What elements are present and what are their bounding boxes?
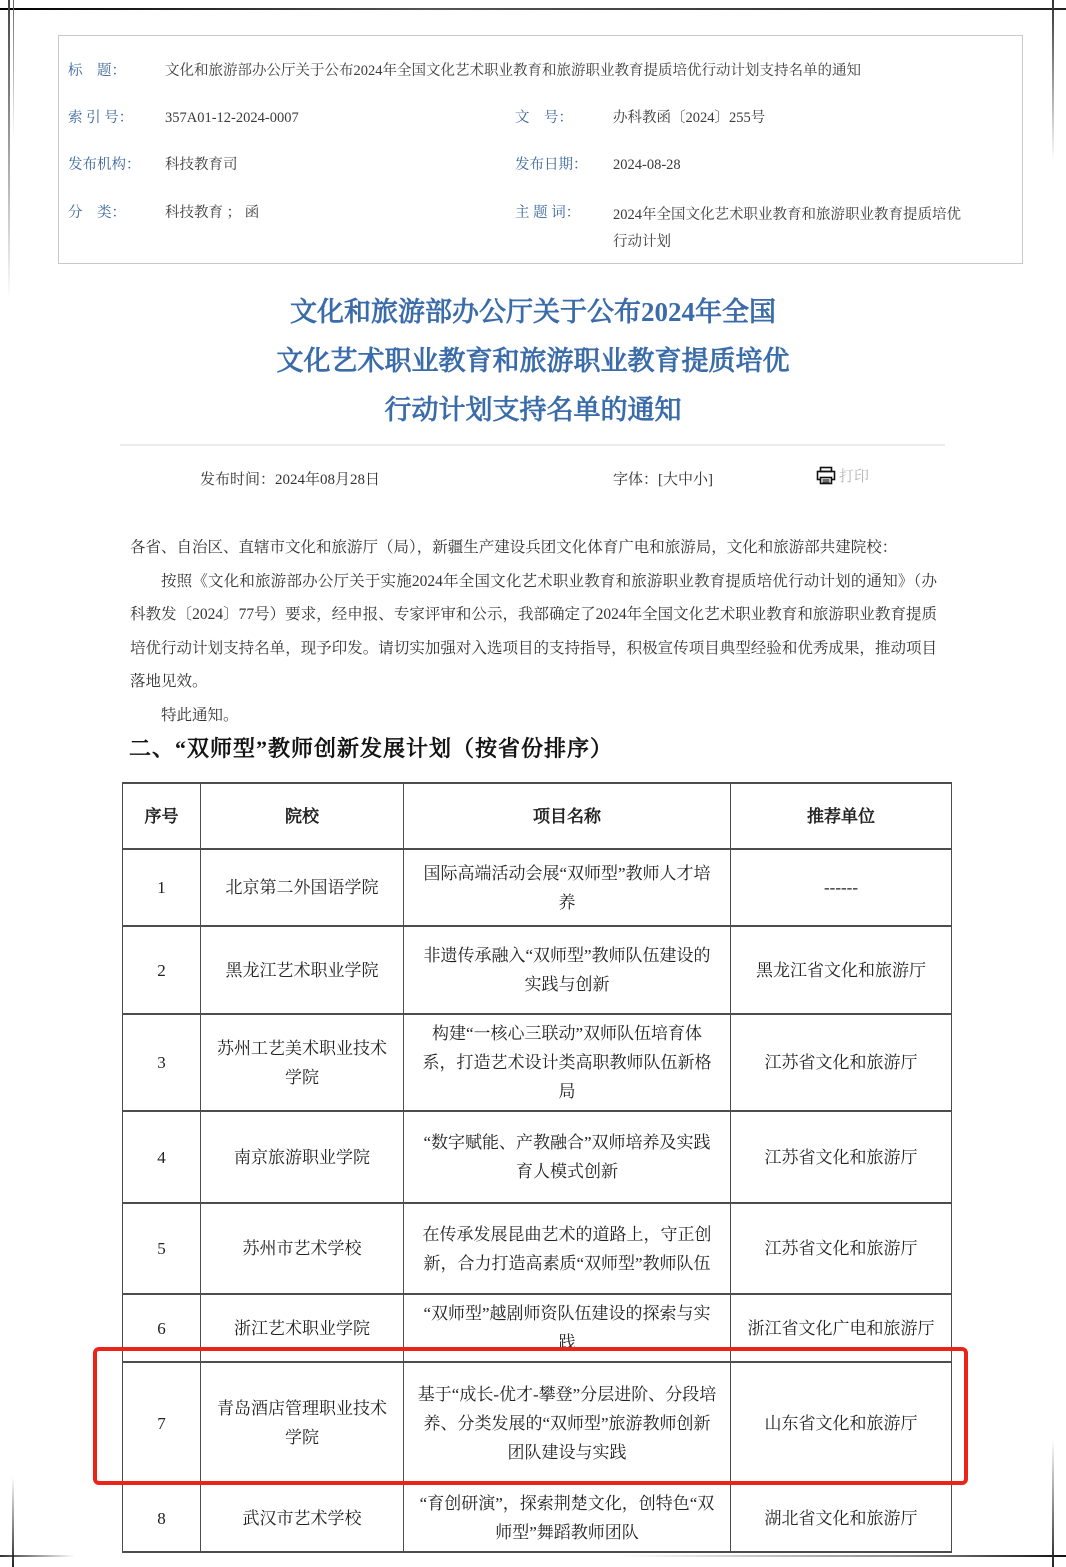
col-header-project: 项目名称: [404, 783, 731, 849]
meta-agency-value: 科技教育司: [165, 157, 238, 173]
cell-school: 青岛酒店管理职业技术学院: [201, 1362, 404, 1484]
cell-project: “育创研演”，探索荆楚文化，创特色“双师型”舞蹈教师团队: [404, 1484, 731, 1552]
meta-index-value: 357A01-12-2024-0007: [165, 110, 299, 126]
cell-project: 在传承发展昆曲艺术的道路上，守正创新，合力打造高素质“双师型”教师队伍: [404, 1203, 731, 1294]
col-header-no: 序号: [123, 783, 201, 849]
crop-mark-left-top-2: [13, 0, 14, 140]
publish-info-row: [0, 468, 1066, 492]
cell-recommender: 江苏省文化和旅游厅: [731, 1111, 952, 1203]
body-paragraph-2: 按照《文化和旅游部办公厅关于实施2024年全国文化艺术职业教育和旅游职业教育提质培优行动计划的通知》（办科教发〔2024〕77号）要求，经申报、专家评审和公示，我部确定了2024年全国文化艺术职业教育和旅游职业教育提质培优行动计划支持名单，现予印发。请切实加强对入选项目的支持指导，积极宣传项目典型经验和优秀成果，推动项目落地见效。: [130, 572, 937, 690]
cell-project: 基于“成长-优才-攀登”分层进阶、分段培养、分类发展的“双师型”旅游教师创新团队建设与实践: [404, 1362, 731, 1484]
meta-pubdate-row: [515, 154, 681, 176]
meta-index-row: [68, 107, 299, 129]
crop-mark-right-bottom: [1052, 1440, 1054, 1567]
cell-no: 5: [123, 1203, 201, 1294]
table-row: [123, 1484, 952, 1552]
meta-title-row: [68, 60, 1008, 82]
meta-keywords-row: [515, 202, 965, 256]
cell-project: “数字赋能、产教融合”双师培养及实践育人模式创新: [404, 1111, 731, 1203]
col-header-school: 院校: [201, 783, 404, 849]
cell-no: 3: [123, 1014, 201, 1111]
publish-time: 发布时间：2024年08月28日: [200, 472, 381, 488]
print-button[interactable]: [816, 465, 869, 486]
cell-no: 7: [123, 1362, 201, 1484]
meta-category-label: 分 类：: [68, 205, 126, 221]
cell-school: 浙江艺术职业学院: [201, 1294, 404, 1362]
cell-no: 1: [123, 849, 201, 926]
table-row: [123, 849, 952, 926]
cell-project: 国际高端活动会展“双师型”教师人才培养: [404, 849, 731, 926]
cell-project: 构建“一核心三联动”双师队伍培育体系，打造艺术设计类高职教师队伍新格局: [404, 1014, 731, 1111]
table-row: [123, 1203, 952, 1294]
cell-recommender: 黑龙江省文化和旅游厅: [731, 926, 952, 1014]
article-title-line-3: 行动计划支持名单的通知: [384, 395, 682, 425]
meta-category-row: [68, 202, 259, 224]
meta-docno-row: [515, 107, 765, 129]
meta-agency-row: [68, 154, 238, 176]
meta-pubdate-label: 发布日期：: [515, 157, 588, 173]
table-row: [123, 1111, 952, 1203]
cell-school: 苏州工艺美术职业技术学院: [201, 1014, 404, 1111]
cell-school: 北京第二外国语学院: [201, 849, 404, 926]
printer-icon: [816, 466, 836, 485]
meta-agency-label: 发布机构：: [68, 157, 141, 173]
meta-title-label: 标 题：: [68, 63, 126, 79]
table-row: [123, 1014, 952, 1111]
cell-recommender: 江苏省文化和旅游厅: [731, 1014, 952, 1111]
meta-title-value: 文化和旅游部办公厅关于公布2024年全国文化艺术职业教育和旅游职业教育提质培优行动计划支持名单的通知: [165, 63, 861, 79]
article-body: [130, 531, 937, 732]
cell-recommender: ------: [731, 849, 952, 926]
crop-mark-right-top: [1052, 0, 1054, 160]
article-title-line-1: 文化和旅游部办公厅关于公布2024年全国: [290, 297, 776, 327]
meta-keywords-label: 主 题 词：: [515, 205, 581, 221]
body-paragraph-1: 各省、自治区、直辖市文化和旅游厅（局），新疆生产建设兵团文化体育广电和旅游局，文化和旅游部共建院校：: [130, 539, 898, 556]
col-header-recommender: 推荐单位: [731, 783, 952, 849]
cell-school: 苏州市艺术学校: [201, 1203, 404, 1294]
font-size-switcher[interactable]: 字体：[大中小]: [613, 472, 713, 488]
cell-recommender: 山东省文化和旅游厅: [731, 1362, 952, 1484]
section-heading: 二、“双师型”教师创新发展计划（按省份排序）: [129, 736, 614, 761]
article-title-line-2: 文化艺术职业教育和旅游职业教育提质培优: [276, 346, 790, 376]
meta-index-label: 索 引 号：: [68, 110, 134, 126]
cell-no: 4: [123, 1111, 201, 1203]
cell-recommender: 浙江省文化广电和旅游厅: [731, 1294, 952, 1362]
cell-school: 南京旅游职业学院: [201, 1111, 404, 1203]
meta-docno-label: 文 号：: [515, 110, 573, 126]
meta-docno-value: 办科教函〔2024〕255号: [613, 110, 766, 126]
crop-mark-top: [0, 8, 1066, 10]
crop-mark-left-bottom: [12, 1477, 14, 1567]
table-row-highlighted: [123, 1362, 952, 1484]
body-paragraph-3: 特此通知。: [161, 706, 239, 724]
cell-school: 黑龙江艺术职业学院: [201, 926, 404, 1014]
crop-mark-bottom: [0, 1555, 1066, 1557]
article-title: [63, 288, 1003, 435]
support-list-table: [122, 782, 952, 1553]
cell-no: 8: [123, 1484, 201, 1552]
print-button-label: 打印: [839, 469, 870, 485]
cell-recommender: 湖北省文化和旅游厅: [731, 1484, 952, 1552]
cell-project: “双师型”越剧师资队伍建设的探索与实践: [404, 1294, 731, 1362]
table-row: [123, 926, 952, 1014]
table-row: [123, 1294, 952, 1362]
cell-recommender: 江苏省文化和旅游厅: [731, 1203, 952, 1294]
cell-no: 2: [123, 926, 201, 1014]
cell-no: 6: [123, 1294, 201, 1362]
crop-mark-left-top: [8, 0, 10, 300]
table-header-row: [123, 783, 952, 849]
cell-school: 武汉市艺术学校: [201, 1484, 404, 1552]
meta-category-value: 科技教育 ； 函: [165, 205, 260, 221]
meta-keywords-value: 2024年全国文化艺术职业教育和旅游职业教育提质培优行动计划: [613, 207, 961, 250]
meta-pubdate-value: 2024-08-28: [613, 157, 681, 173]
title-divider: [120, 444, 945, 446]
metadata-box: [58, 35, 1023, 264]
cell-project: 非遗传承融入“双师型”教师队伍建设的实践与创新: [404, 926, 731, 1014]
